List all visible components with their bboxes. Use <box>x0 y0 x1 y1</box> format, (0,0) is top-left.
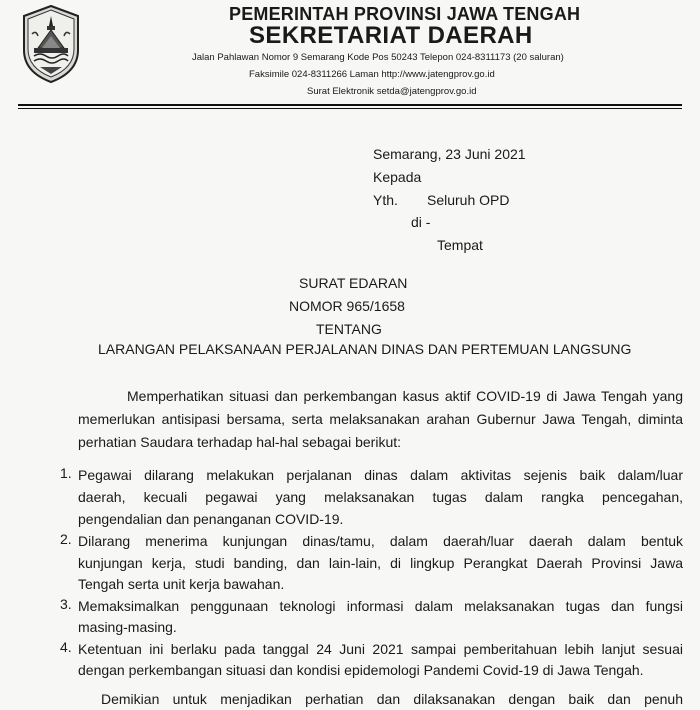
list-number: 3. <box>60 596 72 612</box>
header-rule-thin <box>18 108 682 109</box>
recipient-name: Seluruh OPD <box>427 192 510 208</box>
di-label: di - <box>411 214 431 230</box>
office-name: SEKRETARIAT DAERAH <box>249 22 533 49</box>
letter-type: SURAT EDARAN <box>299 275 408 291</box>
tempat-label: Tempat <box>437 237 483 253</box>
list-number: 4. <box>60 639 72 655</box>
jawa-tengah-emblem-icon <box>20 4 82 84</box>
office-address: Jalan Pahlawan Nomor 9 Semarang Kode Pos 50243 Telepon 024-8311173 (20 saluran) <box>192 52 564 63</box>
list-item-line: pengendalian dan penanganan COVID-19. <box>78 511 344 527</box>
kepada-label: Kepada <box>373 169 422 185</box>
office-email: Surat Elektronik setda@jatengprov.go.id <box>307 86 477 97</box>
intro-line: memerlukan antisipasi bersama, serta melaksanakan arahan Gubernur Jawa Tengah, diminta <box>78 411 683 427</box>
intro-line: Memperhatikan situasi dan perkembangan kasus aktif COVID-19 di Jawa Tengah yang <box>127 388 683 404</box>
government-name: PEMERINTAH PROVINSI JAWA TENGAH <box>229 4 581 24</box>
list-item-line: dengan perkembangan situasi dan kondisi epidemologi Pandemi Covid-19 di Jawa Tengah. <box>78 662 644 678</box>
office-fax-website: Faksimile 024-8311266 Laman http://www.jatengprov.go.id <box>249 69 495 80</box>
yth-label: Yth. <box>373 192 398 208</box>
intro-line: perhatian Saudara terhadap hal-hal sebagai berikut: <box>78 434 402 450</box>
list-item-line: Memaksimalkan penggunaan teknologi informasi dalam melaksanakan tugas dan fungsi <box>78 598 683 614</box>
closing-line: Demikian untuk menjadikan perhatian dan dilaksanakan dengan baik dan penuh <box>101 691 683 707</box>
letter-number: NOMOR 965/1658 <box>289 298 405 314</box>
list-item-line: masing-masing. <box>78 619 177 635</box>
list-item-line: kunjungan kerja, studi banding, dan lain-lain, di lingkup Perangkat Daerah Provinsi Jawa <box>78 555 683 571</box>
list-item-line: Pegawai dilarang melakukan perjalanan dinas dalam aktivitas sejenis baik dalam/luar <box>78 467 683 483</box>
list-number: 2. <box>60 531 72 547</box>
place-date: Semarang, 23 Juni 2021 <box>373 146 526 162</box>
list-number: 1. <box>60 465 72 481</box>
list-item-line: Tengah serta unit kerja bawahan. <box>78 576 285 592</box>
list-item-line: daerah, kecuali pegawai yang melaksanakan tugas dalam rangka pencegahan, <box>78 489 683 505</box>
tentang-label: TENTANG <box>316 321 382 337</box>
header-rule-thick <box>18 104 682 106</box>
list-item-line: Ketentuan ini berlaku pada tanggal 24 Juni 2021 sampai pemberitahuan lebih lanjut sesuai <box>78 641 683 657</box>
list-item-line: Dilarang menerima kunjungan dinas/tamu, dalam daerah/luar daerah dalam bentuk <box>78 533 683 549</box>
letter-subject: LARANGAN PELAKSANAAN PERJALANAN DINAS DAN PERTEMUAN LANGSUNG <box>98 341 632 357</box>
